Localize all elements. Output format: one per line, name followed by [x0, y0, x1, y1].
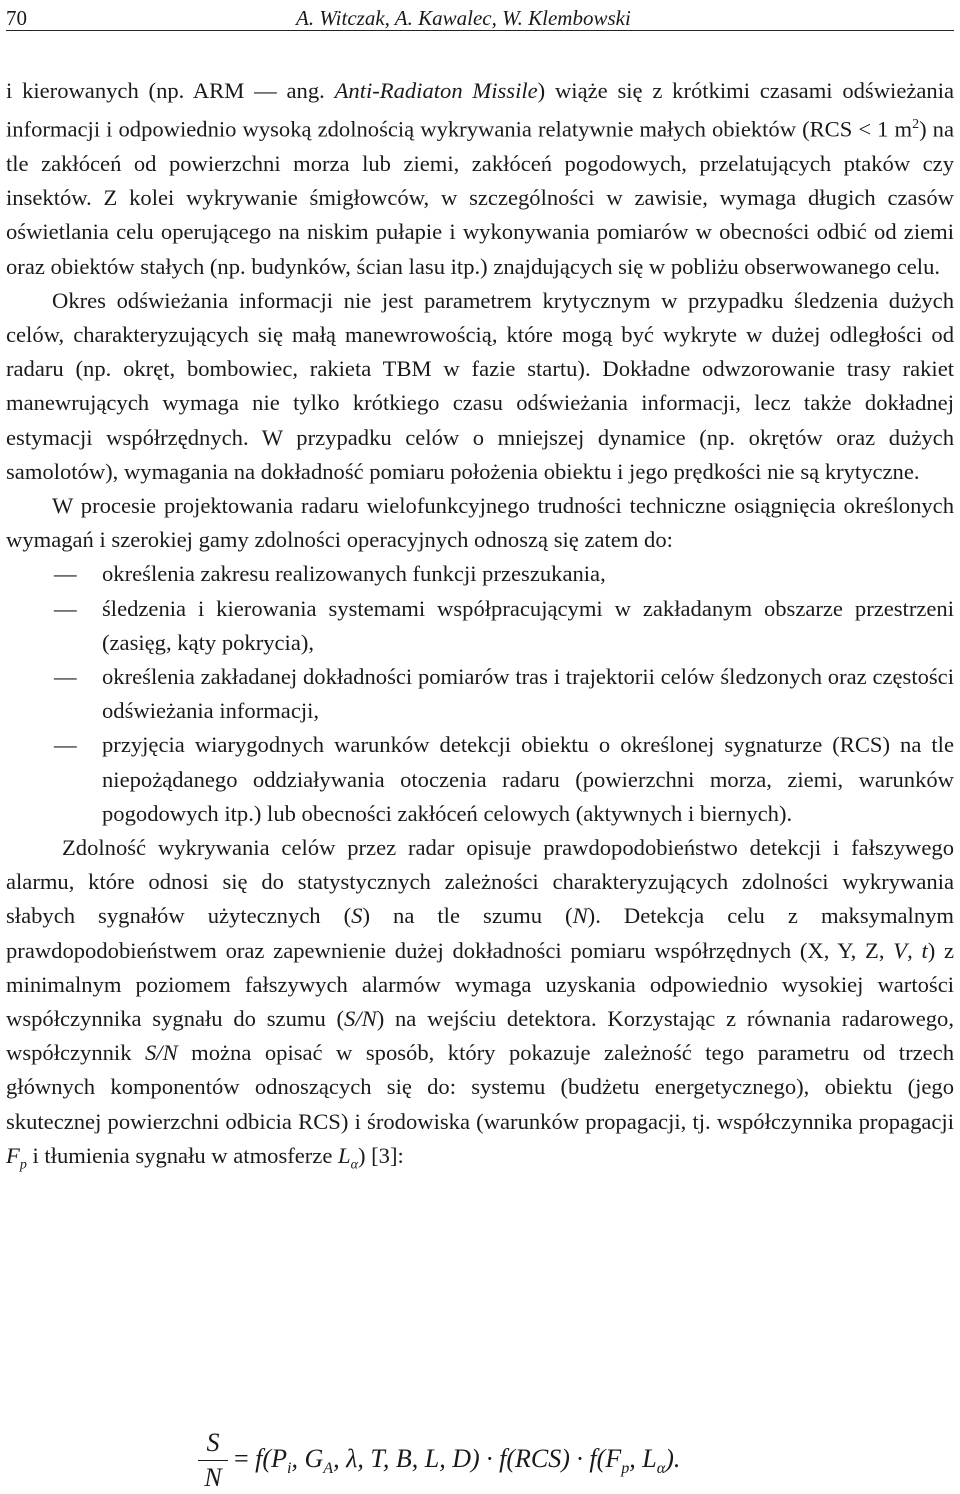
paragraph-3: W procesie projektowania radaru wielofunkcyjnego trudności techniczne osiągnięcia określonych wymagań i szerokiej gamy zdolności operacyjnych odnoszą się zatem do: [6, 492, 954, 553]
fraction-bar [198, 1460, 228, 1461]
list-item: — przyjęcia wiarygodnych warunków detekcji obiektu o określonej sygnaturze (RCS) na tle niepożądanego oddziaływania otoczenia radaru (powierzchni morza, ziemi, warunków pogodowych itp.) lub obecności zakłóceń celowych (aktywnych i biernych). [54, 732, 954, 826]
requirements-list [6, 557, 954, 831]
running-header-authors: A. Witczak, A. Kawalec, W. Klembowski [296, 6, 631, 30]
equation-numerator: S [206, 1428, 220, 1457]
equation-rhs: = $f(P_i$, $G_A$, λ, T, B, L, $D) \cdot f(RCS) \cdot f(F_p$, $L_\alpha$). [234, 1444, 681, 1478]
running-header [6, 4, 954, 31]
equation-fraction [198, 1428, 228, 1493]
list-item: — śledzenia i kierowania systemami współpracującymi w zakładanym obszarze przestrzeni (zasięg, kąty pokrycia), [54, 595, 954, 655]
equation-denominator: N [204, 1463, 222, 1492]
radar-equation [0, 1428, 960, 1494]
page-number: 70 [6, 6, 27, 30]
paragraph-2: Okres odświeżania informacji nie jest parametrem krytycznym w przypadku śledzenia dużych celów, charakteryzujących się małą manewrowością, które mogą być wykryte w dużej odległości od radaru (np. okręt, bombowiec, rakieta TBM w fazie startu). Dokładne odwzorowanie trasy rakiet manewrujących wymaga nie tylko krótkiego czasu odświeżania informacji, lecz także dokładnej estymacji współrzędnych. W przypadku celów o mniejszej dynamice (np. okrętów oraz dużych samolotów), wymagania na dokładność pomiaru położenia obiektu i jego prędkości nie są krytyczne. [6, 287, 954, 484]
paragraph-4: Zdolność wykrywania celów przez radar opisuje prawdopodobieństwo detekcji i fałszywego alarmu, które odnosi się do statystycznych zależności charakteryzujących zdolności wykrywania słabych sygnałów użytecznych (S) na tle szumu (N). Detekcja celu z maksymalnym prawdopodobieństwem oraz zapewnienie dużej dokładności pomiaru współrzędnych (X, Y, Z, V, t) z minimalnym poziomem fałszywych alarmów wymaga uzyskania odpowiednio wysokiej wartości współczynnika sygnału do szumu (S/N) na wejściu detektora. Korzystając z równania radarowego, współczynnik S/N można opisać w sposób, który pokazuje zależność tego parametru od trzech głównych komponentów odnoszących się do: systemu (budżetu energetycznego), obiektu (jego skutecznej powierzchni odbicia RCS) i środowiska (warunków propagacji, tj. współczynnika propagacji $F_p$ i tłumienia sygnału w atmosferze $L_\alpha$) [3]: [6, 835, 955, 1173]
list-item: — określenia zakładanej dokładności pomiarów tras i trajektorii celów śledzonych oraz częstości odświeżania informacji, [54, 663, 954, 724]
list-item: — określenia zakresu realizowanych funkcji przeszukania, [54, 561, 606, 587]
page-body [6, 74, 954, 1183]
paragraph-1: i kierowanych (np. ARM — ang. Anti-Radiaton Missile) wiąże się z krótkimi czasami odświeżania informacji i odpowiednio wysoką zdolnością wykrywania relatywnie małych obiektów (RCS < 1 $m^2$) na tle zakłóceń od powierzchni morza lub ziemi, zakłóceń pogodowych, przelatujących ptaków czy insektów. Z kolei wykrywanie śmigłowców, w szczególności w zawisie, wymaga długich czasów oświetlania celu operującego na niskim pułapie i wykonywania pomiarów w obecności odbić od ziemi oraz obiektów stałych (np. budynków, ścian lasu itp.) znajdujących się w pobliżu obserwowanego celu. [6, 78, 955, 279]
